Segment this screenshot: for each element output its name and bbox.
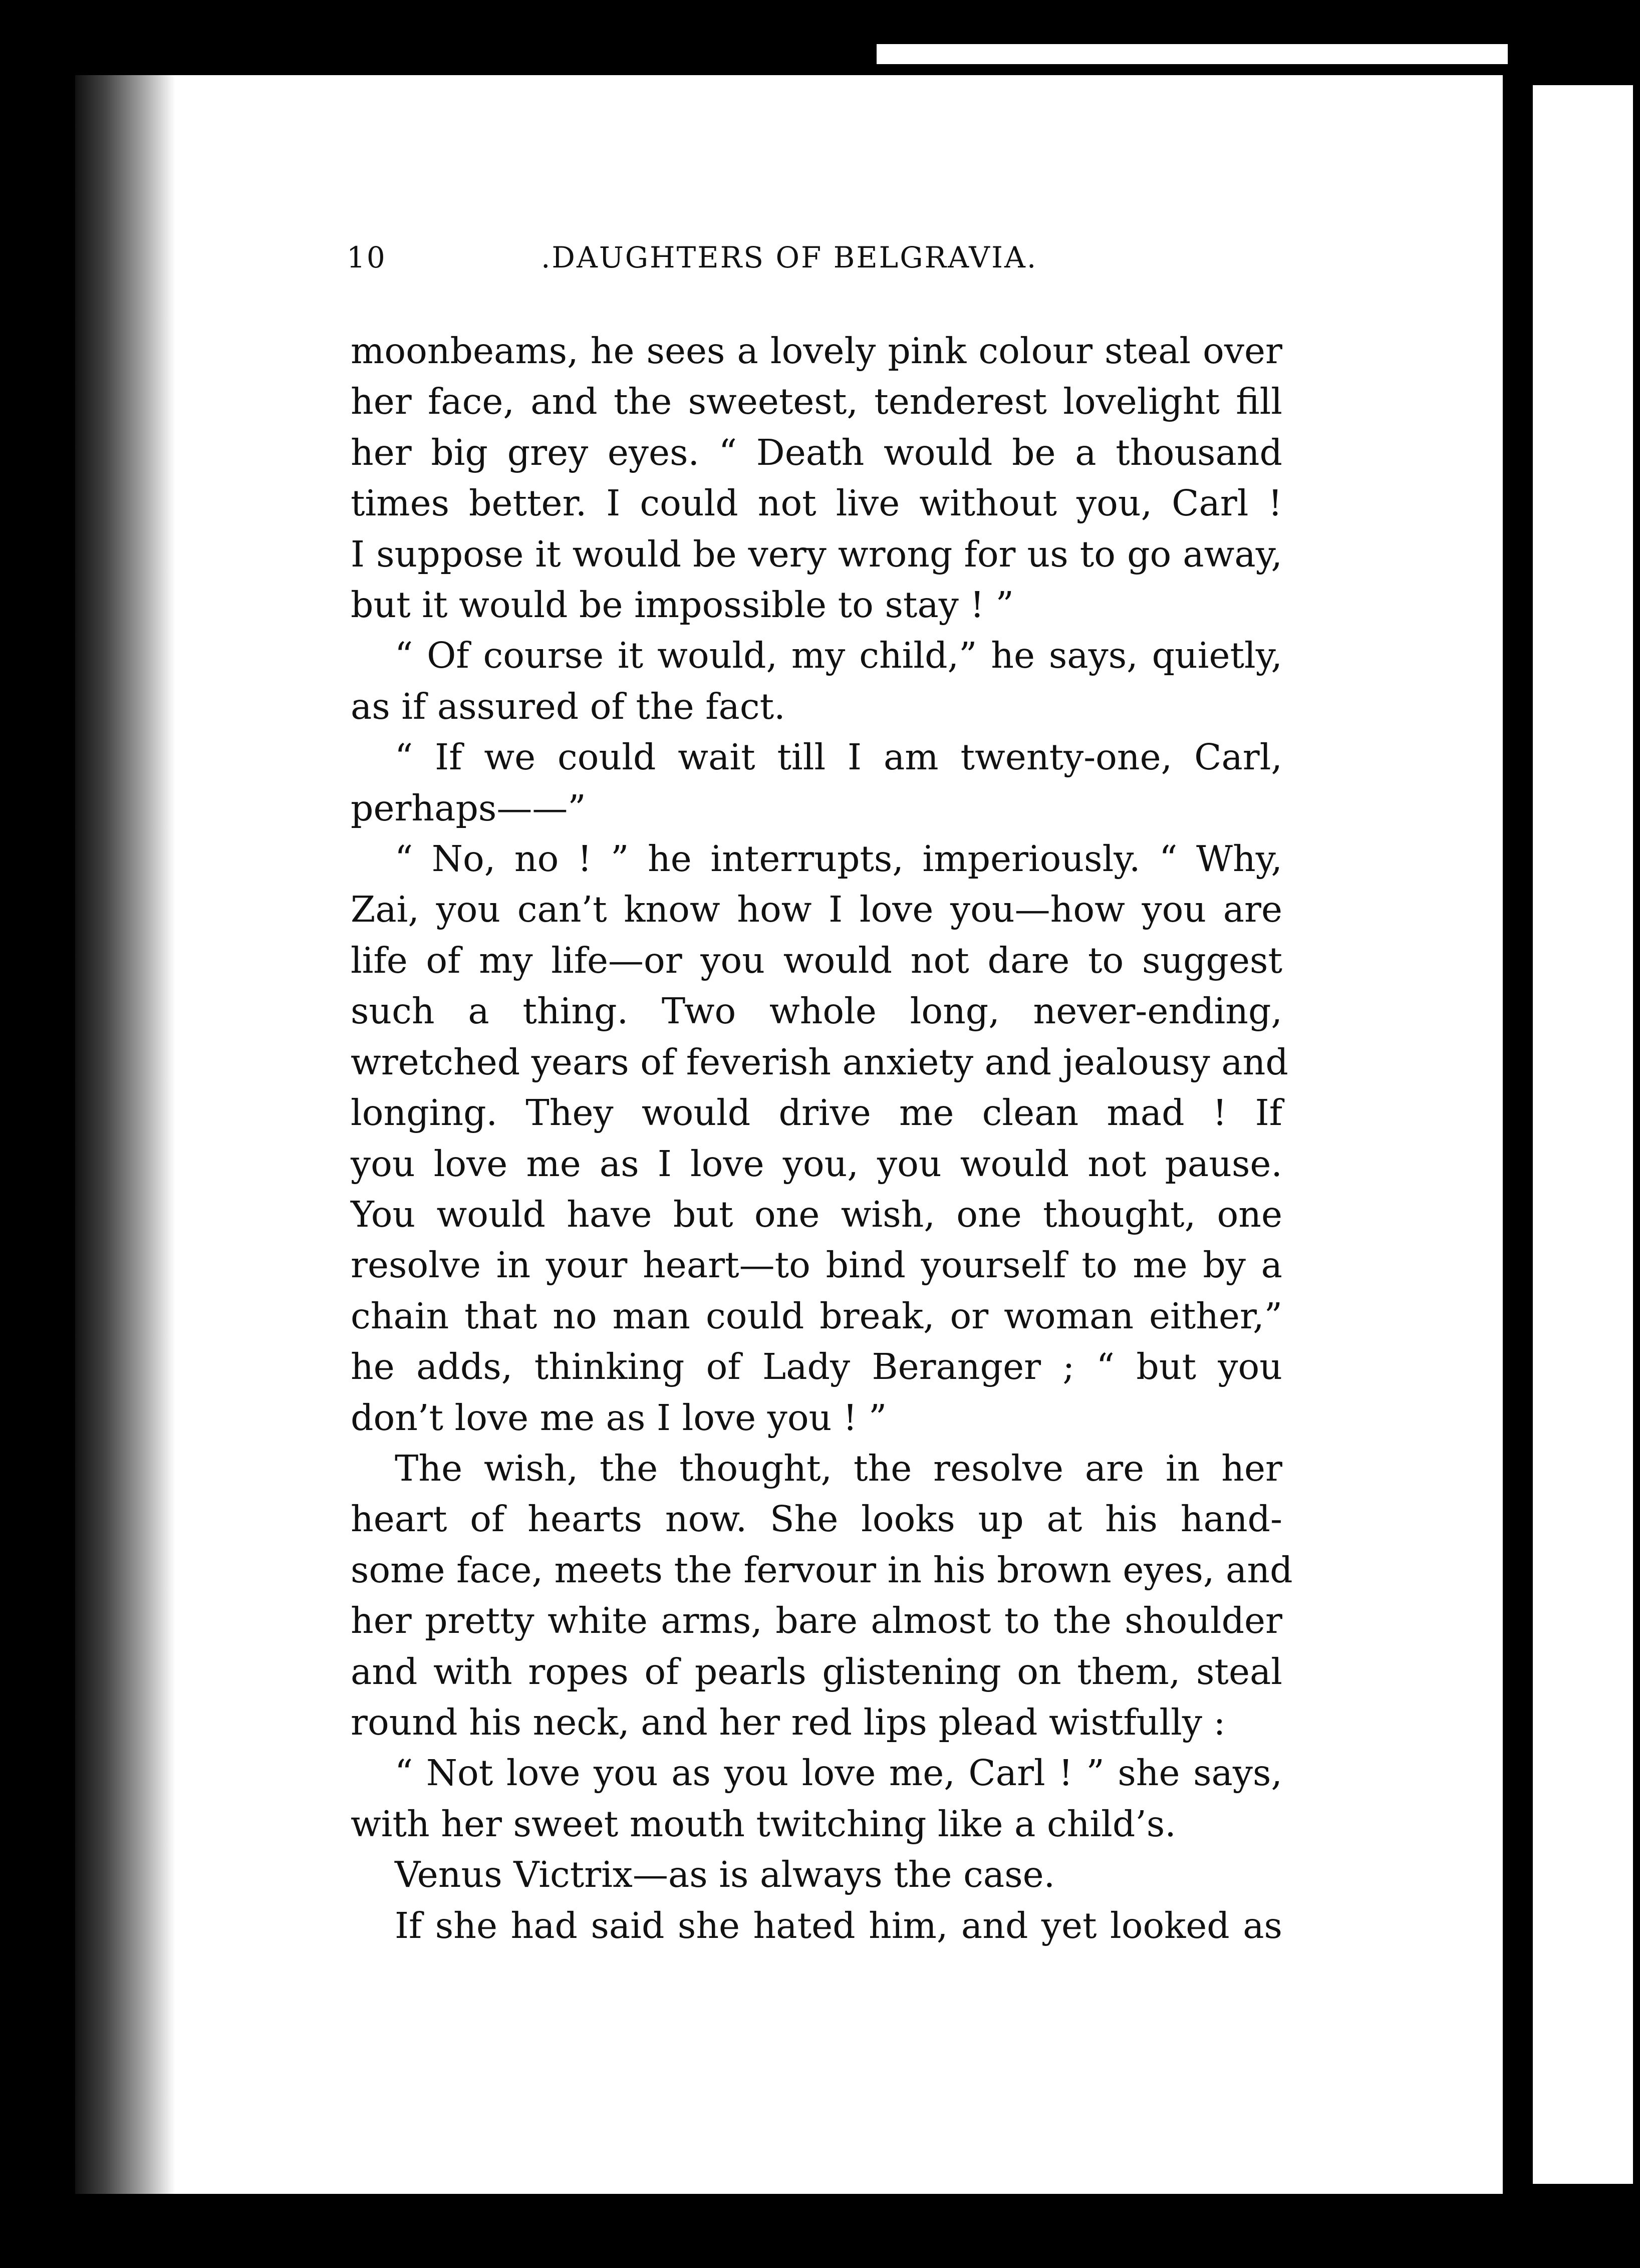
text-line: Venus Victrix—as is always the case. <box>395 1854 1055 1896</box>
text-line: and with ropes of pearls glistening on them, steal <box>351 1650 1282 1692</box>
text-line: life of my life—or you would not dare to suggest <box>351 939 1282 981</box>
paragraph <box>351 630 1282 732</box>
text-line: perhaps——” <box>351 787 586 829</box>
scan-top-edge <box>877 44 1508 64</box>
text-line: her face, and the sweetest, tenderest lovelight fill <box>351 381 1282 423</box>
text-line: resolve in your heart—to bind yourself to me by a <box>351 1244 1282 1286</box>
text-line: you love me as I love you, you would not pause. <box>351 1143 1282 1185</box>
text-line: with her sweet mouth twitching like a child’s. <box>351 1803 1176 1845</box>
paragraph <box>351 1849 1282 1900</box>
text-line: her pretty white arms, bare almost to the shoulder <box>351 1600 1282 1642</box>
text-line: “ No, no ! ” he interrupts, imperiously. “ Why, <box>395 838 1282 880</box>
text-line: heart of hearts now. She looks up at his hand- <box>351 1498 1282 1540</box>
paragraph <box>351 1748 1282 1849</box>
text-line: If she had said she hated him, and yet looked as <box>395 1904 1282 1946</box>
paragraph <box>351 833 1288 1443</box>
text-line: he adds, thinking of Lady Beranger ; “ but you <box>351 1346 1282 1388</box>
page-gutter-shadow <box>75 75 175 2194</box>
text-line: don’t love me as I love you ! ” <box>351 1396 887 1439</box>
text-line: “ If we could wait till I am twenty-one, Carl, <box>395 736 1282 778</box>
running-head <box>230 240 1282 280</box>
text-line: round his neck, and her red lips plead wistfully : <box>351 1701 1226 1743</box>
paragraph <box>351 1900 1282 1951</box>
paragraph <box>351 326 1282 630</box>
running-title: .DAUGHTERS OF BELGRAVIA. <box>541 240 1038 274</box>
next-page-edge <box>1533 85 1633 2184</box>
text-line: Zai, you can’t know how I love you—how you are <box>351 889 1282 931</box>
text-line: moonbeams, he sees a lovely pink colour steal over <box>351 330 1282 372</box>
text-line: You would have but one wish, one thought, one <box>351 1193 1282 1235</box>
page-right-edge-shadow <box>1503 75 1533 2194</box>
text-line: but it would be impossible to stay ! ” <box>351 584 1014 626</box>
paragraph <box>351 732 1282 833</box>
paragraph <box>351 1443 1293 1748</box>
text-line: “ Not love you as you love me, Carl ! ” she says, <box>395 1752 1282 1794</box>
text-line: such a thing. Two whole long, never-ending, <box>351 990 1282 1032</box>
body-text <box>351 326 1293 1951</box>
text-line: wretched years of feverish anxiety and jealousy and <box>351 1041 1288 1083</box>
text-line: her big grey eyes. “ Death would be a thousand <box>351 431 1282 473</box>
text-line: “ Of course it would, my child,” he says, quietly, <box>395 635 1282 677</box>
text-line: I suppose it would be very wrong for us to go away, <box>351 533 1282 575</box>
text-line: times better. I could not live without you, Carl ! <box>351 482 1282 524</box>
page-number: 10 <box>347 240 387 274</box>
text-line: The wish, the thought, the resolve are in her <box>395 1447 1282 1489</box>
text-line: some face, meets the fervour in his brown eyes, and <box>351 1549 1293 1591</box>
text-line: longing. They would drive me clean mad ! If <box>351 1092 1282 1134</box>
text-line: as if assured of the fact. <box>351 685 785 727</box>
text-line: chain that no man could break, or woman either,” <box>351 1295 1282 1337</box>
